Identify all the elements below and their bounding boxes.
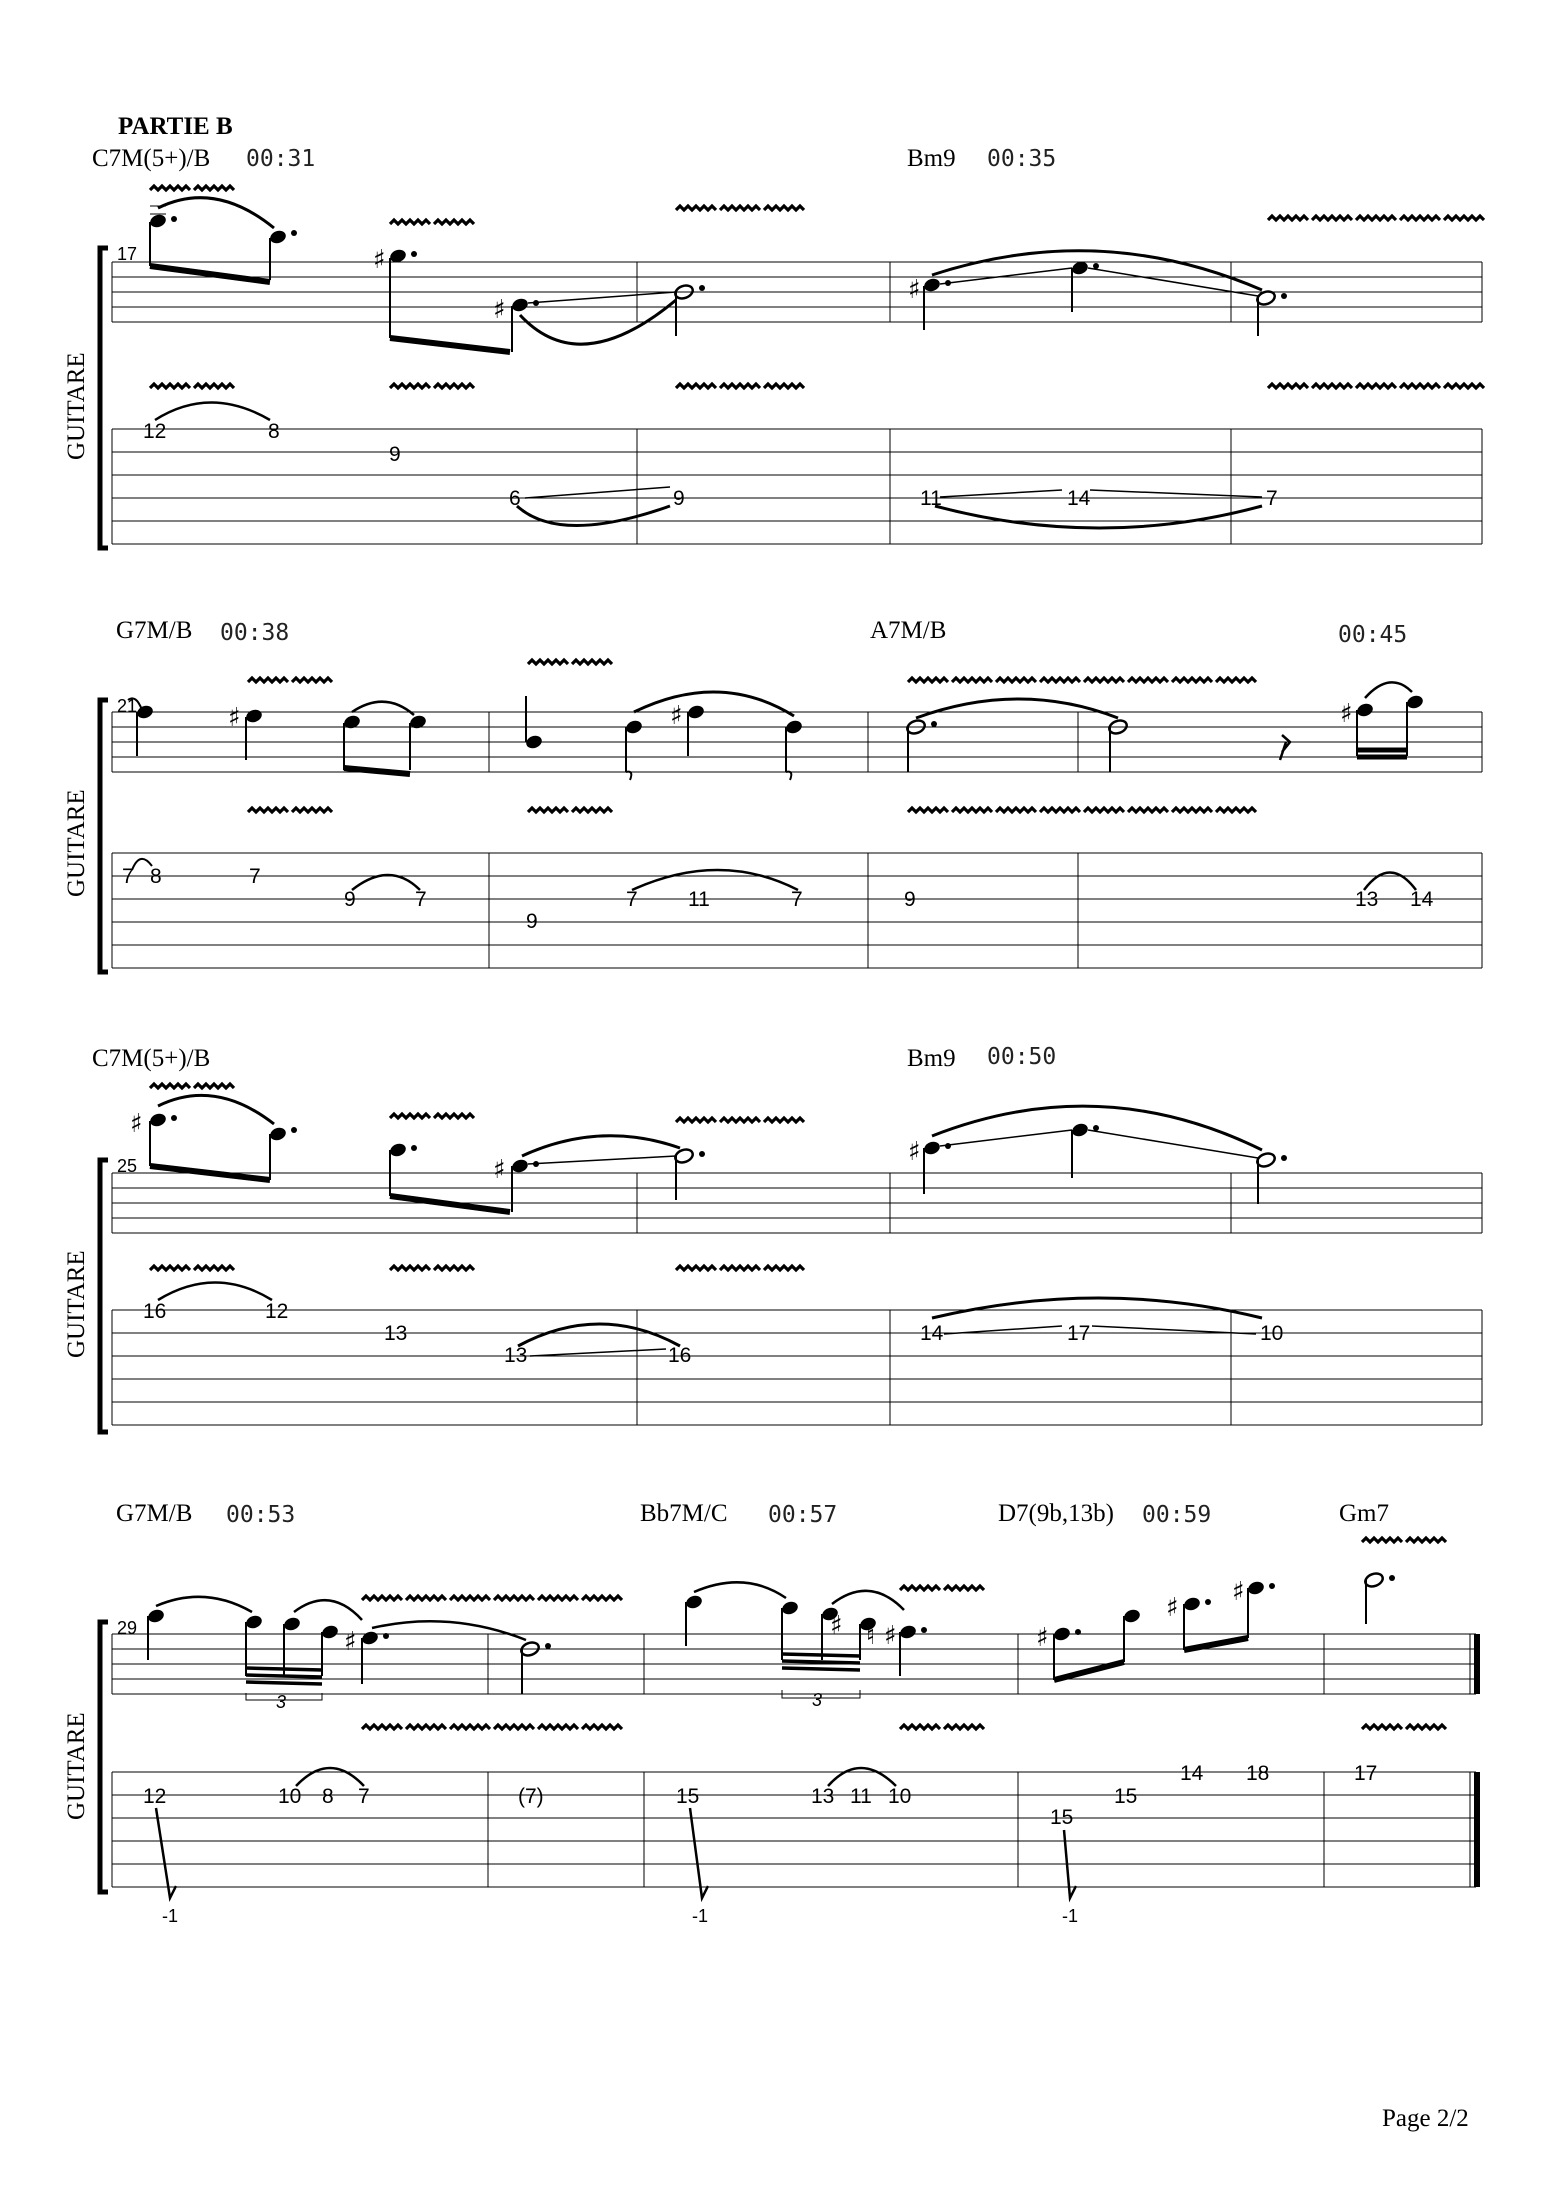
natural-icon: ♮	[866, 1621, 876, 1651]
bend-amount: -1	[692, 1906, 709, 1926]
tab-fret-number: 13	[1355, 888, 1379, 911]
tab-fret-number: 16	[143, 1300, 167, 1323]
tab-fret-number: 9	[526, 910, 538, 933]
tab-fret-number: 8	[268, 420, 280, 443]
notes	[146, 1571, 1395, 1712]
timecode: 00:50	[987, 1044, 1057, 1070]
tab-fret-number: 15	[1114, 1785, 1138, 1808]
sharp-icon: ♯	[1232, 1577, 1245, 1607]
tab-fret-number: 8	[322, 1785, 334, 1808]
tab-fret-number: 13	[504, 1344, 528, 1367]
sharp-icon: ♯	[1036, 1623, 1049, 1653]
tuplet-number: 3	[276, 1692, 287, 1712]
sharp-icon: ♯	[344, 1627, 357, 1657]
tab-fret-number: 17	[1067, 1322, 1091, 1345]
tab-fret-number: 7	[415, 888, 427, 911]
page-number: Page 2/2	[1382, 2105, 1469, 2132]
measure-number: 25	[117, 1156, 138, 1176]
sharp-icon: ♯	[908, 1137, 921, 1167]
tab-fret-number: 9	[389, 443, 401, 466]
measure-number: 17	[117, 244, 138, 264]
timecode: 00:38	[220, 620, 290, 646]
tab-fret-number: 7	[358, 1785, 370, 1808]
instrument-label: GUITARE	[63, 1712, 90, 1820]
tab-fret-number: 11	[920, 487, 942, 510]
system-3	[63, 1044, 1482, 1432]
tab-fret-number: 7	[1266, 487, 1278, 510]
tab-fret-number: 18	[1246, 1762, 1270, 1785]
vibrato-marks	[150, 186, 1484, 388]
tab-numbers	[143, 403, 1278, 529]
section-title: PARTIE B	[118, 113, 233, 140]
tab-fret-number: 14	[1067, 487, 1091, 510]
tab-fret-number: 12	[265, 1300, 289, 1323]
system-4	[63, 1500, 1480, 1926]
bend-amount: -1	[1062, 1906, 1079, 1926]
timecode: 00:57	[768, 1502, 838, 1528]
staff	[112, 1173, 1482, 1233]
sharp-icon: ♯	[228, 703, 241, 733]
staff	[112, 262, 1482, 322]
chord-label: Bb7M/C	[640, 1500, 728, 1527]
tab-fret-number: 9	[344, 888, 356, 911]
tab-numbers	[143, 1283, 1283, 1368]
system-1	[63, 145, 1484, 548]
vibrato-marks	[248, 660, 1256, 812]
sharp-icon: ♯	[908, 275, 921, 305]
tab-fret-number: 16	[668, 1344, 692, 1367]
tab-fret-number: 9	[904, 888, 916, 911]
tab-fret-number: 10	[1260, 1322, 1284, 1345]
chord-label: C7M(5+)/B	[92, 1045, 211, 1072]
measure-number: 21	[117, 696, 138, 716]
final-barline	[1474, 1634, 1480, 1694]
timecode: 00:45	[1338, 622, 1408, 648]
notes	[148, 198, 1287, 352]
bend-amount: -1	[162, 1906, 179, 1926]
tab-fret-number: 11	[850, 1785, 872, 1808]
tab-fret-number: 14	[920, 1322, 944, 1345]
system-bracket	[100, 1622, 108, 1892]
chord-label: D7(9b,13b)	[998, 1500, 1114, 1527]
chord-label: Gm7	[1339, 1500, 1389, 1527]
instrument-label: GUITARE	[63, 789, 90, 897]
sharp-icon: ♯	[1340, 699, 1353, 729]
chord-label: A7M/B	[870, 617, 947, 644]
sharp-icon: ♯	[130, 1109, 143, 1139]
tab-fret-number: 15	[1050, 1806, 1074, 1829]
system-bracket	[100, 248, 108, 548]
timecode: 00:31	[246, 146, 316, 172]
tab-fret-number: 9	[673, 487, 685, 510]
notes	[130, 1095, 1287, 1212]
system-2	[63, 617, 1482, 972]
system-bracket	[100, 1160, 108, 1432]
instrument-label: GUITARE	[63, 352, 90, 460]
chord-label: G7M/B	[116, 617, 193, 644]
sharp-icon: ♯	[830, 1611, 843, 1641]
tab-fret-number: 7	[122, 865, 134, 888]
timecode: 00:53	[226, 1502, 296, 1528]
chord-label: G7M/B	[116, 1500, 193, 1527]
tab-fret-number: 15	[676, 1785, 700, 1808]
notes	[128, 682, 1425, 780]
tab-fret-number: 11	[688, 888, 710, 911]
tab-fret-number: 13	[384, 1322, 408, 1345]
system-bracket	[100, 700, 108, 972]
tab-fret-number: 7	[791, 888, 803, 911]
chord-label: Bm9	[907, 145, 956, 172]
tab-fret-number: 6	[509, 487, 521, 510]
timecode: 00:59	[1142, 1502, 1212, 1528]
instrument-label: GUITARE	[63, 1250, 90, 1358]
bend-markings	[156, 1808, 1078, 1926]
sharp-icon: ♯	[1166, 1593, 1179, 1623]
tab-fret-number: 8	[150, 865, 162, 888]
tab-fret-number: 12	[143, 1785, 167, 1808]
tab-fret-number: (7)	[518, 1785, 544, 1808]
tab-fret-number: 10	[888, 1785, 912, 1808]
sharp-icon: ♯	[884, 1621, 897, 1651]
chord-label: C7M(5+)/B	[92, 145, 211, 172]
final-barline	[1474, 1772, 1480, 1887]
tuplet-number: 3	[812, 1690, 823, 1710]
measure-number: 29	[117, 1618, 138, 1638]
sharp-icon: ♯	[493, 1155, 506, 1185]
tab-fret-number: 10	[278, 1785, 302, 1808]
tab-fret-number: 7	[249, 865, 261, 888]
tab-fret-number: 12	[143, 420, 167, 443]
sharp-icon: ♯	[373, 245, 386, 275]
tab-fret-number: 7	[626, 888, 638, 911]
timecode: 00:35	[987, 146, 1057, 172]
tab-fret-number: 14	[1180, 1762, 1204, 1785]
sharp-icon: ♯	[493, 295, 506, 325]
tab-staff	[112, 1772, 1476, 1887]
tab-fret-number: 14	[1410, 888, 1434, 911]
chord-label: Bm9	[907, 1045, 956, 1072]
sharp-icon: ♯	[670, 701, 683, 731]
tab-fret-number: 17	[1354, 1762, 1378, 1785]
tab-fret-number: 13	[811, 1785, 835, 1808]
rest-icon	[1280, 735, 1290, 760]
